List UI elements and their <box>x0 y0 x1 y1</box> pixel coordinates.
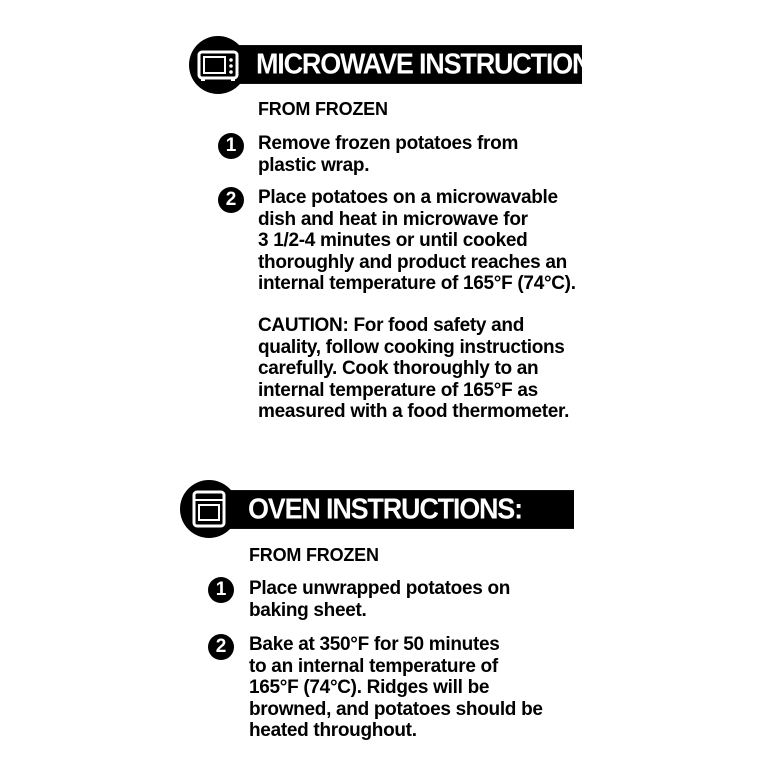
oven-header <box>222 490 574 529</box>
oven-title: OVEN INSTRUCTIONS: <box>248 493 522 525</box>
step-number-badge: 2 <box>208 634 234 660</box>
step-number-badge: 2 <box>218 187 244 213</box>
step-number-badge: 1 <box>208 577 234 603</box>
step-number-badge: 1 <box>218 133 244 159</box>
oven-step-2: Bake at 350°F for 50 minutes to an internal temperature of 165°F (74°C). Ridges will be browned, and potatoes should be heated throughout. <box>249 634 543 741</box>
microwave-step-1: Remove frozen potatoes from plastic wrap. <box>258 133 519 176</box>
microwave-header <box>232 45 615 84</box>
microwave-icon <box>189 36 247 94</box>
caution-text: CAUTION: For food safety and quality, follow cooking instructions carefully. Cook thoroughly to an internal temperature of 165°F as measured with a food thermometer. <box>258 315 570 422</box>
oven-subheading: FROM FROZEN <box>249 545 379 565</box>
microwave-subheading: FROM FROZEN <box>258 99 388 119</box>
oven-step-1: Place unwrapped potatoes on baking sheet. <box>249 578 511 621</box>
oven-icon <box>180 480 238 538</box>
microwave-step-2: Place potatoes on a microwavable dish and heat in microwave for 3 1/2-4 minutes or until cooked thoroughly and product reaches an internal temperature of 165°F (74°C). <box>258 187 576 294</box>
microwave-title: MICROWAVE INSTRUCTIONS: <box>256 48 615 80</box>
